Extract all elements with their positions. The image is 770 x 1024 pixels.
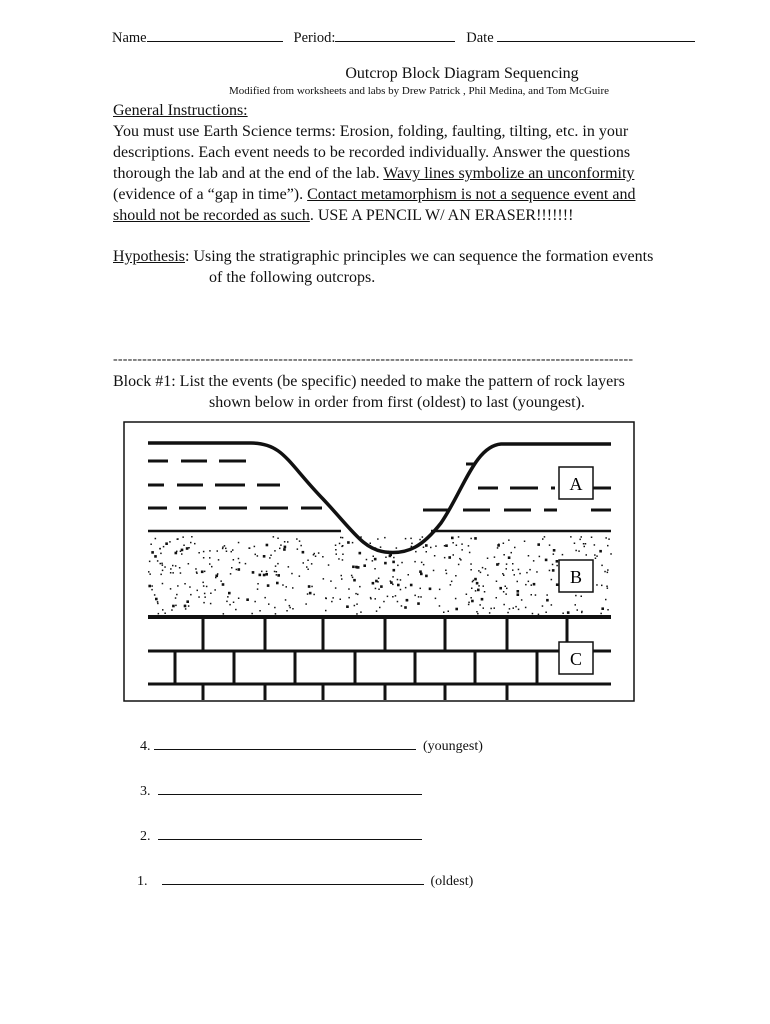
answer-number: 2.: [140, 829, 151, 844]
date-label: Date: [466, 30, 494, 46]
label-c: C: [569, 649, 583, 669]
answer-number: 3.: [140, 784, 151, 799]
hypothesis-text: : Using the stratigraphic principles we can sequence the formation events: [185, 248, 654, 265]
instructions-line-1: You must use Earth Science terms: Erosion, folding, faulting, tilting, etc. in your: [113, 123, 629, 140]
label-b: B: [569, 567, 583, 587]
block1-prompt: [113, 371, 625, 413]
contact-metamorphism-note-end: should not be recorded as such: [113, 207, 310, 224]
date-blank[interactable]: [497, 28, 695, 42]
page-title: Outcrop Block Diagram Sequencing: [345, 65, 579, 82]
answer-blank[interactable]: [158, 826, 422, 840]
hypothesis-line-2: of the following outcrops.: [209, 269, 376, 286]
period-blank[interactable]: [335, 28, 455, 42]
answer-blank[interactable]: [154, 736, 416, 750]
instructions-line-4: [113, 184, 635, 205]
outcrop-block-diagram: [123, 421, 635, 702]
instructions-line-4-start: (evidence of a “gap in time”).: [113, 186, 308, 203]
answer-row-2[interactable]: [140, 826, 422, 845]
header-line: [112, 28, 695, 47]
answer-suffix: (youngest): [423, 739, 483, 754]
name-blank[interactable]: [147, 28, 283, 42]
credits: Modified from worksheets and labs by Drew Patrick , Phil Medina, and Tom McGuire: [229, 85, 609, 97]
hypothesis-line-1: [113, 246, 653, 267]
section-separator: -----------------------------------------------------------------------------------------------------------: [113, 352, 634, 367]
instructions-heading: General Instructions:: [113, 102, 248, 119]
answer-suffix: (oldest): [430, 874, 474, 889]
instructions-line-5: [113, 205, 635, 226]
answer-blank[interactable]: [158, 781, 422, 795]
answer-number: 1.: [137, 874, 148, 889]
instructions-block: [113, 100, 635, 226]
label-a: A: [569, 474, 583, 494]
block1-line-2: shown below in order from first (oldest) to last (youngest).: [209, 394, 585, 411]
answer-row-3[interactable]: [140, 781, 422, 800]
contact-metamorphism-note: Contact metamorphism is not a sequence event and: [307, 186, 636, 203]
pencil-note: . USE A PENCIL W/ AN ERASER!!!!!!!: [309, 207, 574, 224]
block1-line-1: Block #1: List the events (be specific) needed to make the pattern of rock layers: [113, 373, 625, 390]
hypothesis-block: [113, 246, 653, 288]
answer-blank[interactable]: [162, 871, 424, 885]
instructions-line-3-start: thorough the lab and at the end of the lab.: [113, 165, 384, 182]
answer-row-4[interactable]: [140, 736, 483, 755]
name-label: Name: [112, 30, 147, 46]
period-label: Period:: [293, 30, 336, 46]
unconformity-note: Wavy lines symbolize an unconformity: [383, 165, 635, 182]
answer-number: 4.: [140, 739, 151, 754]
instructions-line-3: [113, 163, 635, 184]
hypothesis-label: Hypothesis: [113, 248, 185, 265]
answer-row-1[interactable]: [137, 871, 473, 890]
instructions-line-2: descriptions. Each event needs to be recorded individually. Answer the questions: [113, 144, 631, 161]
